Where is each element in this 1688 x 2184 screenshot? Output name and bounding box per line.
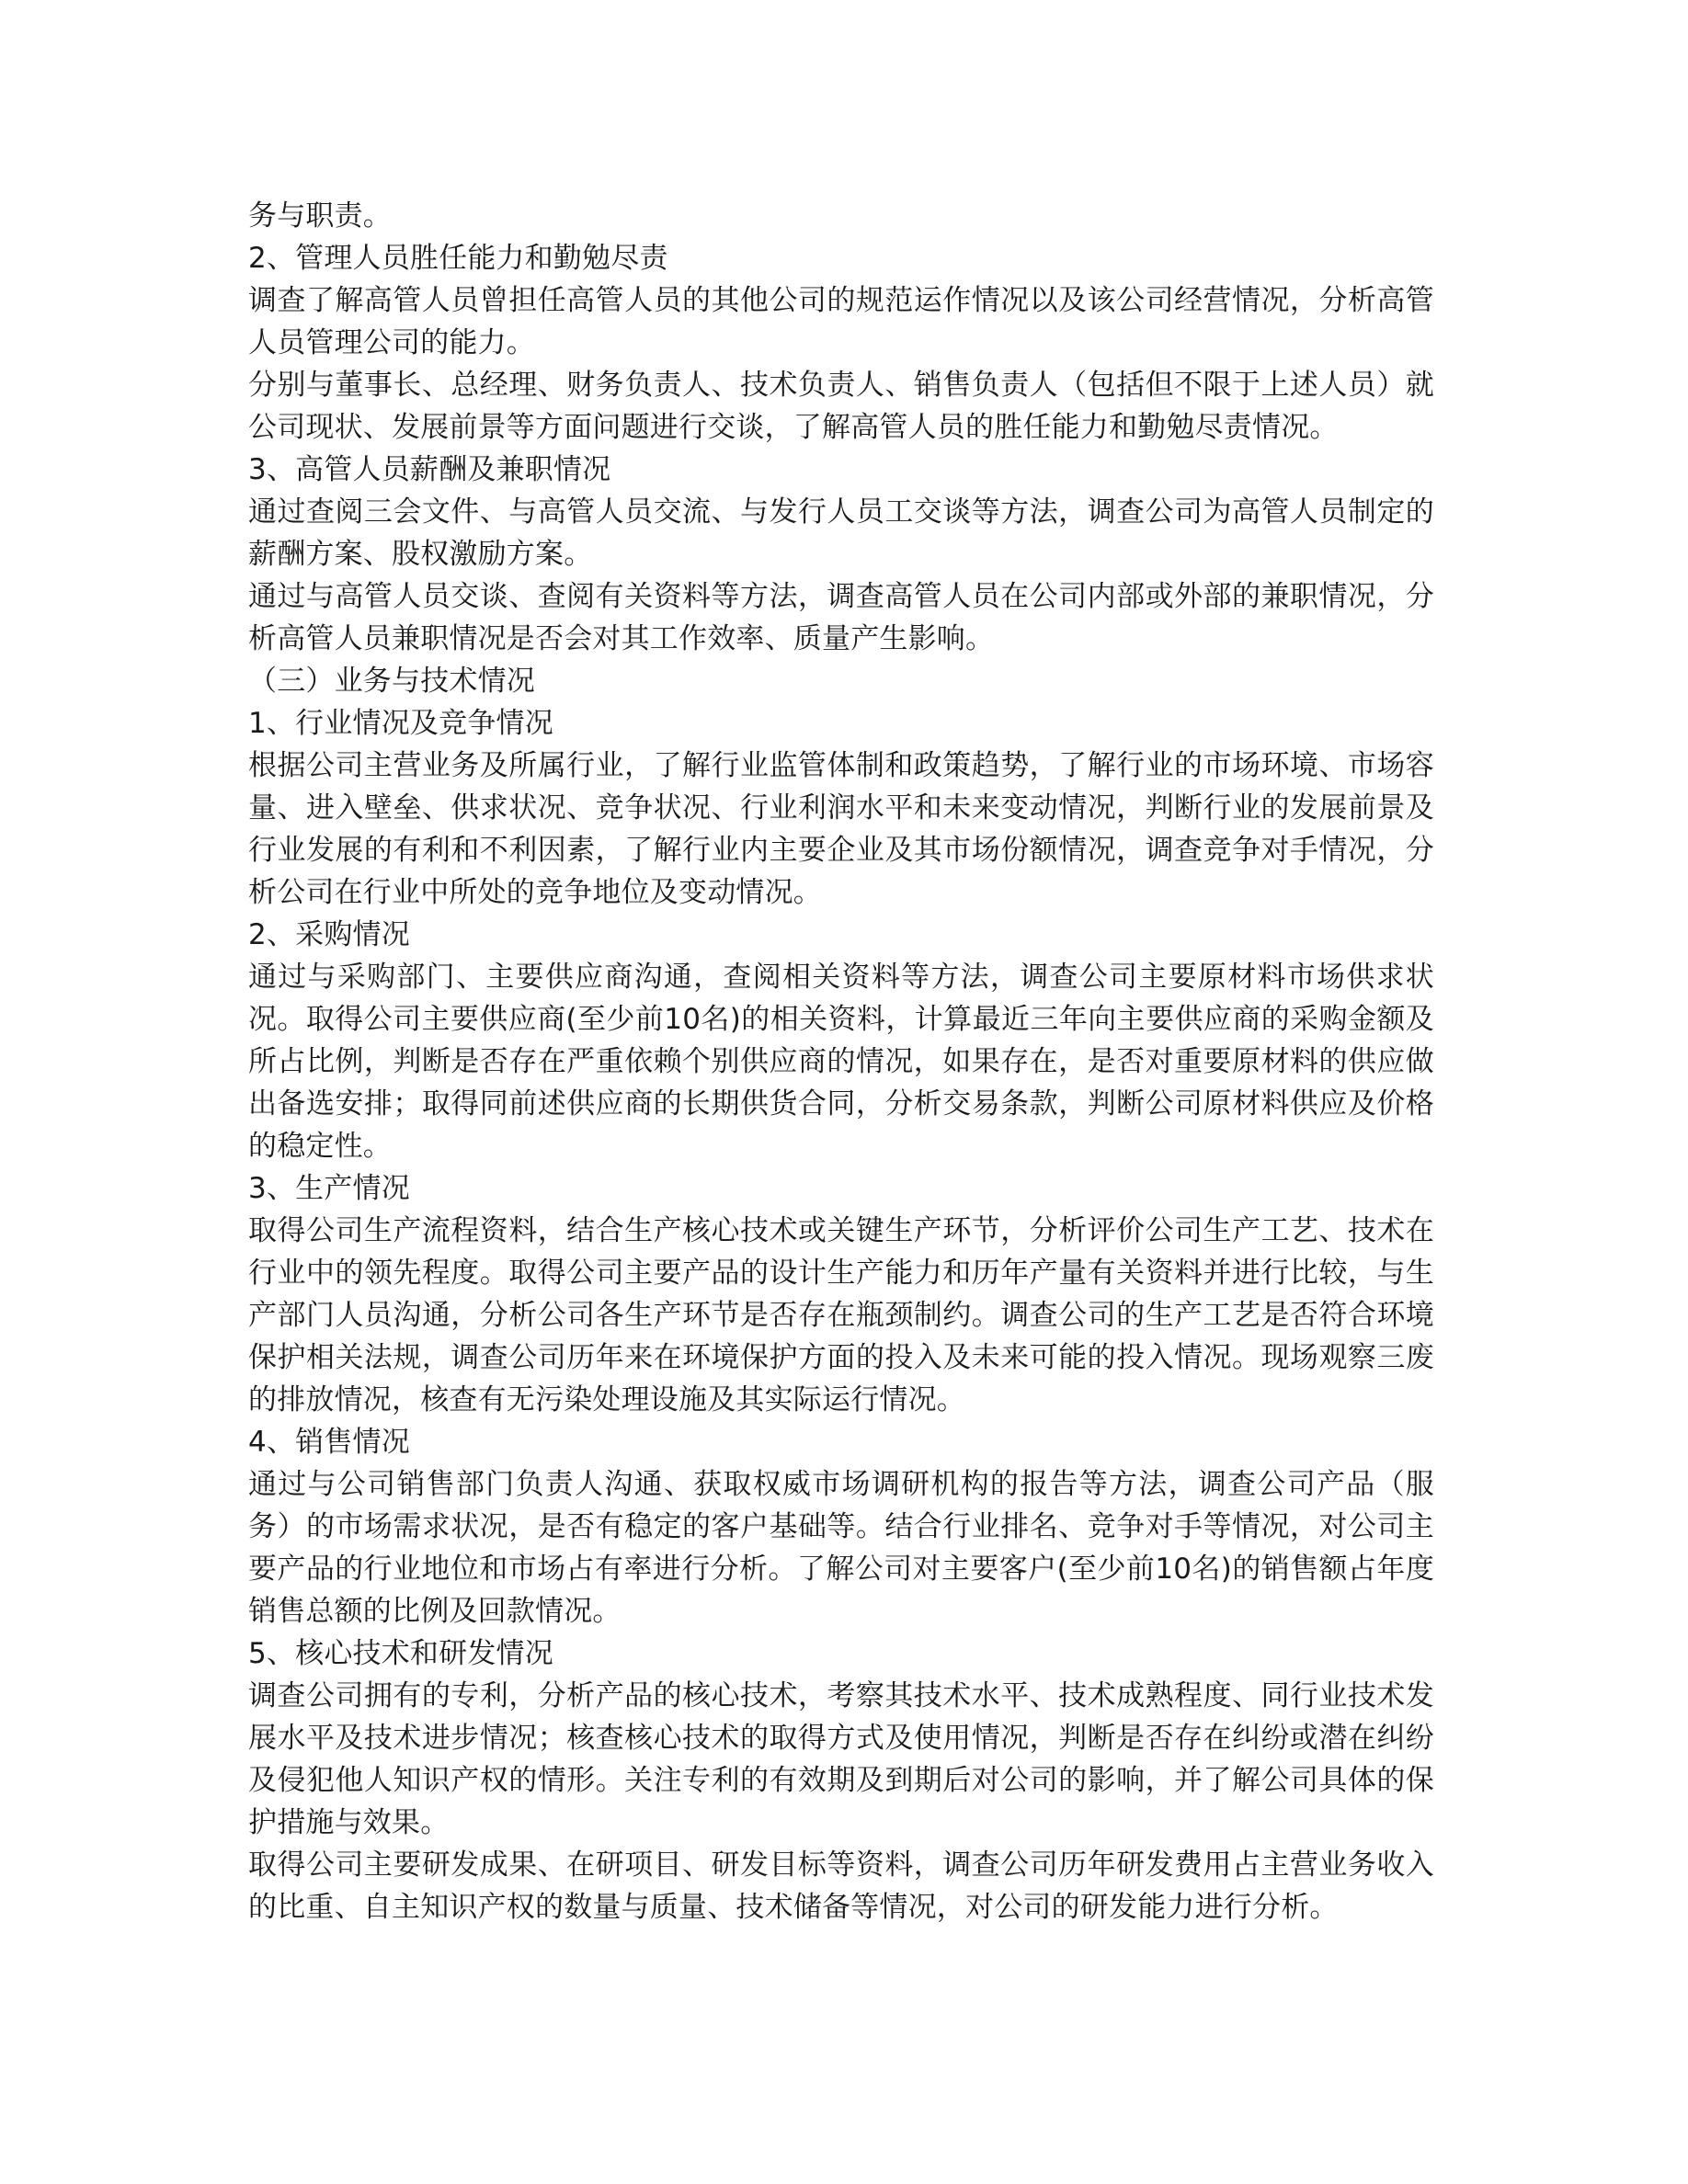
heading-procurement: 2、采购情况 — [248, 918, 410, 951]
paragraph: 调查了解高管人员曾担任高管人员的其他公司的规范运作情况以及该公司经营情况，分析高管人员管理公司的能力。 — [248, 284, 1434, 359]
heading-core-technology-rd: 5、核心技术和研发情况 — [248, 1637, 553, 1670]
paragraph-continuation: 务与职责。 — [248, 199, 392, 233]
heading-production: 3、生产情况 — [248, 1172, 410, 1205]
paragraph: 通过与采购部门、主要供应商沟通，查阅相关资料等方法，调查公司主要原材料市场供求状况。取得公司主要供应商(至少前10名)的相关资料，计算最近三年向主要供应商的采购金额及所占比例，判断是否存在严重依赖个别供应商的情况，如果存在，是否对重要原材料的供应做出备选安排；取得同前述供应商的长期供货合同，分析交易条款，判断公司原材料供应及价格的稳定性。 — [248, 961, 1434, 1163]
paragraph: 通过与公司销售部门负责人沟通、获取权威市场调研机构的报告等方法，调查公司产品（服务）的市场需求状况，是否有稳定的客户基础等。结合行业排名、竞争对手等情况，对公司主要产品的行业地位和市场占有率进行分析。了解公司对主要客户(至少前10名)的销售额占年度销售总额的比例及回款情况。 — [248, 1468, 1434, 1628]
paragraph: 通过查阅三会文件、与高管人员交流、与发行人员工交谈等方法，调查公司为高管人员制定的薪酬方案、股权激励方案。 — [248, 495, 1434, 571]
paragraph: 调查公司拥有的专利，分析产品的核心技术，考察其技术水平、技术成熟程度、同行业技术发展水平及技术进步情况；核查核心技术的取得方式及使用情况，判断是否存在纠纷或潜在纠纷及侵犯他人知识产权的情形。关注专利的有效期及到期后对公司的影响，并了解公司具体的保护措施与效果。 — [248, 1679, 1434, 1839]
paragraph: 取得公司生产流程资料，结合生产核心技术或关键生产环节，分析评价公司生产工艺、技术在行业中的领先程度。取得公司主要产品的设计生产能力和历年产量有关资料并进行比较，与生产部门人员沟通，分析公司各生产环节是否存在瓶颈制约。调查公司的生产工艺是否符合环境保护相关法规，调查公司历年来在环境保护方面的投入及未来可能的投入情况。现场观察三废的排放情况，核查有无污染处理设施及其实际运行情况。 — [248, 1214, 1434, 1416]
section-heading-business-technology: （三）业务与技术情况 — [248, 665, 535, 698]
paragraph: 取得公司主要研发成果、在研项目、研发目标等资料，调查公司历年研发费用占主营业务收入的比重、自主知识产权的数量与质量、技术储备等情况，对公司的研发能力进行分析。 — [248, 1848, 1434, 1924]
document-page — [248, 195, 1434, 1928]
paragraph: 通过与高管人员交谈、查阅有关资料等方法，调查高管人员在公司内部或外部的兼职情况，分析高管人员兼职情况是否会对其工作效率、质量产生影响。 — [248, 580, 1434, 655]
heading-executive-compensation: 3、高管人员薪酬及兼职情况 — [248, 453, 611, 486]
paragraph: 分别与董事长、总经理、财务负责人、技术负责人、销售负责人（包括但不限于上述人员）就公司现状、发展前景等方面问题进行交谈，了解高管人员的胜任能力和勤勉尽责情况。 — [248, 369, 1434, 444]
heading-sales: 4、销售情况 — [248, 1426, 410, 1459]
heading-industry-competition: 1、行业情况及竞争情况 — [248, 707, 553, 740]
heading-management-competence: 2、管理人员胜任能力和勤勉尽责 — [248, 242, 668, 275]
paragraph: 根据公司主营业务及所属行业，了解行业监管体制和政策趋势，了解行业的市场环境、市场容量、进入壁垒、供求状况、竞争状况、行业利润水平和未来变动情况，判断行业的发展前景及行业发展的有利和不利因素，了解行业内主要企业及其市场份额情况，调查竞争对手情况，分析公司在行业中所处的竞争地位及变动情况。 — [248, 749, 1434, 909]
